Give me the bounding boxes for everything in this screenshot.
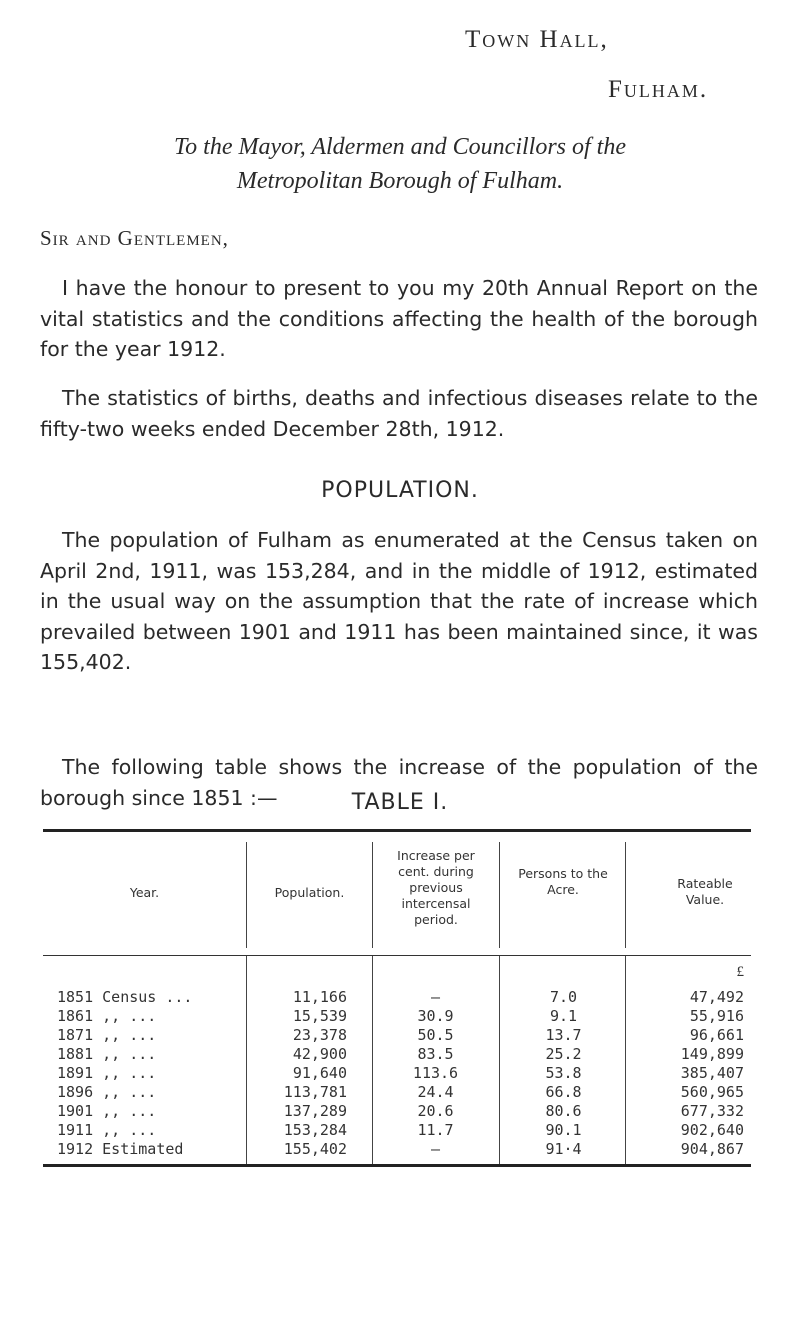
header-divider	[372, 842, 373, 948]
cell-population: 113,781	[283, 1083, 347, 1101]
salutation: Sir and Gentlemen,	[40, 226, 229, 250]
cell-persons: 9.1	[549, 1007, 578, 1025]
cell-persons: 7.0	[549, 988, 578, 1006]
cell-persons: 13.7	[545, 1026, 582, 1044]
table-header-rule	[43, 955, 751, 956]
cell-increase: 30.9	[417, 1007, 454, 1025]
header-divider	[625, 842, 626, 948]
cell-rateable: 902,640	[680, 1121, 744, 1139]
cell-rateable: 47,492	[689, 988, 744, 1006]
cell-rateable: 385,407	[680, 1064, 744, 1082]
addressee	[40, 130, 760, 198]
cell-increase: 113.6	[412, 1064, 459, 1082]
table-bottom-rule	[43, 1164, 751, 1167]
cell-population: 137,289	[283, 1102, 347, 1120]
header-rateable: Rateable Value.	[677, 876, 733, 907]
currency-unit: £	[736, 964, 744, 980]
cell-population: 153,284	[283, 1121, 347, 1139]
cell-year: 1912 Estimated	[57, 1140, 184, 1158]
cell-population: 23,378	[292, 1026, 347, 1044]
intro-paragraph: I have the honour to present to you my 20th Annual Report on the vital statistics and the conditions affecting the health of the borough for the year 1912.	[40, 276, 758, 361]
header-divider	[499, 842, 500, 948]
address-line-2: Fulham.	[608, 76, 709, 103]
body-divider	[246, 956, 247, 1164]
cell-rateable: 149,899	[680, 1045, 744, 1063]
header-population: Population.	[274, 885, 345, 900]
cell-year: 1911 ,, ...	[57, 1121, 157, 1139]
addressee-line-2: Metropolitan Borough of Fulham.	[236, 168, 564, 194]
cell-population: 11,166	[292, 988, 347, 1006]
cell-increase: —	[430, 988, 441, 1006]
header-increase: Increase per cent. during previous intercensal period.	[397, 848, 475, 927]
cell-population: 91,640	[292, 1064, 347, 1082]
cell-year: 1901 ,, ...	[57, 1102, 157, 1120]
cell-year: 1891 ,, ...	[57, 1064, 157, 1082]
cell-rateable: 904,867	[680, 1140, 744, 1158]
cell-increase: 50.5	[417, 1026, 454, 1044]
cell-year: 1851 Census ...	[57, 988, 193, 1006]
cell-increase: 83.5	[417, 1045, 454, 1063]
period-paragraph: The statistics of births, deaths and infectious diseases relate to the fifty-two weeks ended December 28th, 1912.	[40, 386, 758, 441]
cell-persons: 80.6	[545, 1102, 582, 1120]
cell-year: 1861 ,, ...	[57, 1007, 157, 1025]
cell-increase: 11.7	[417, 1121, 454, 1139]
cell-year: 1896 ,, ...	[57, 1083, 157, 1101]
header-year: Year.	[129, 885, 160, 900]
cell-increase: 20.6	[417, 1102, 454, 1120]
cell-population: 155,402	[283, 1140, 347, 1158]
cell-rateable: 677,332	[680, 1102, 744, 1120]
cell-rateable: 96,661	[689, 1026, 744, 1044]
table-intro-paragraph: The following table shows the increase of the population of the borough since 1851 :—	[40, 755, 758, 810]
section-heading: POPULATION.	[321, 478, 479, 503]
cell-rateable: 560,965	[680, 1083, 744, 1101]
cell-persons: 91·4	[545, 1140, 582, 1158]
cell-year: 1871 ,, ...	[57, 1026, 157, 1044]
cell-persons: 90.1	[545, 1121, 582, 1139]
table-top-rule	[43, 829, 751, 832]
cell-persons: 66.8	[545, 1083, 582, 1101]
header-persons: Persons to the Acre.	[518, 866, 608, 897]
address-line-1: Town Hall,	[465, 26, 609, 53]
cell-population: 15,539	[292, 1007, 347, 1025]
table-title: TABLE I.	[351, 790, 449, 815]
cell-increase: —	[430, 1140, 441, 1158]
cell-persons: 53.8	[545, 1064, 582, 1082]
addressee-line-1: To the Mayor, Aldermen and Councillors of the	[174, 134, 626, 160]
cell-increase: 24.4	[417, 1083, 454, 1101]
cell-rateable: 55,916	[689, 1007, 744, 1025]
cell-persons: 25.2	[545, 1045, 582, 1063]
cell-population: 42,900	[292, 1045, 347, 1063]
population-paragraph: The population of Fulham as enumerated at the Census taken on April 2nd, 1911, was 153,284, and in the middle of 1912, estimated in the usual way on the assumption that the rate of increase which prevailed between 1901 and 1911 has been maintained since, it was 155,402.	[40, 528, 758, 674]
cell-year: 1881 ,, ...	[57, 1045, 157, 1063]
